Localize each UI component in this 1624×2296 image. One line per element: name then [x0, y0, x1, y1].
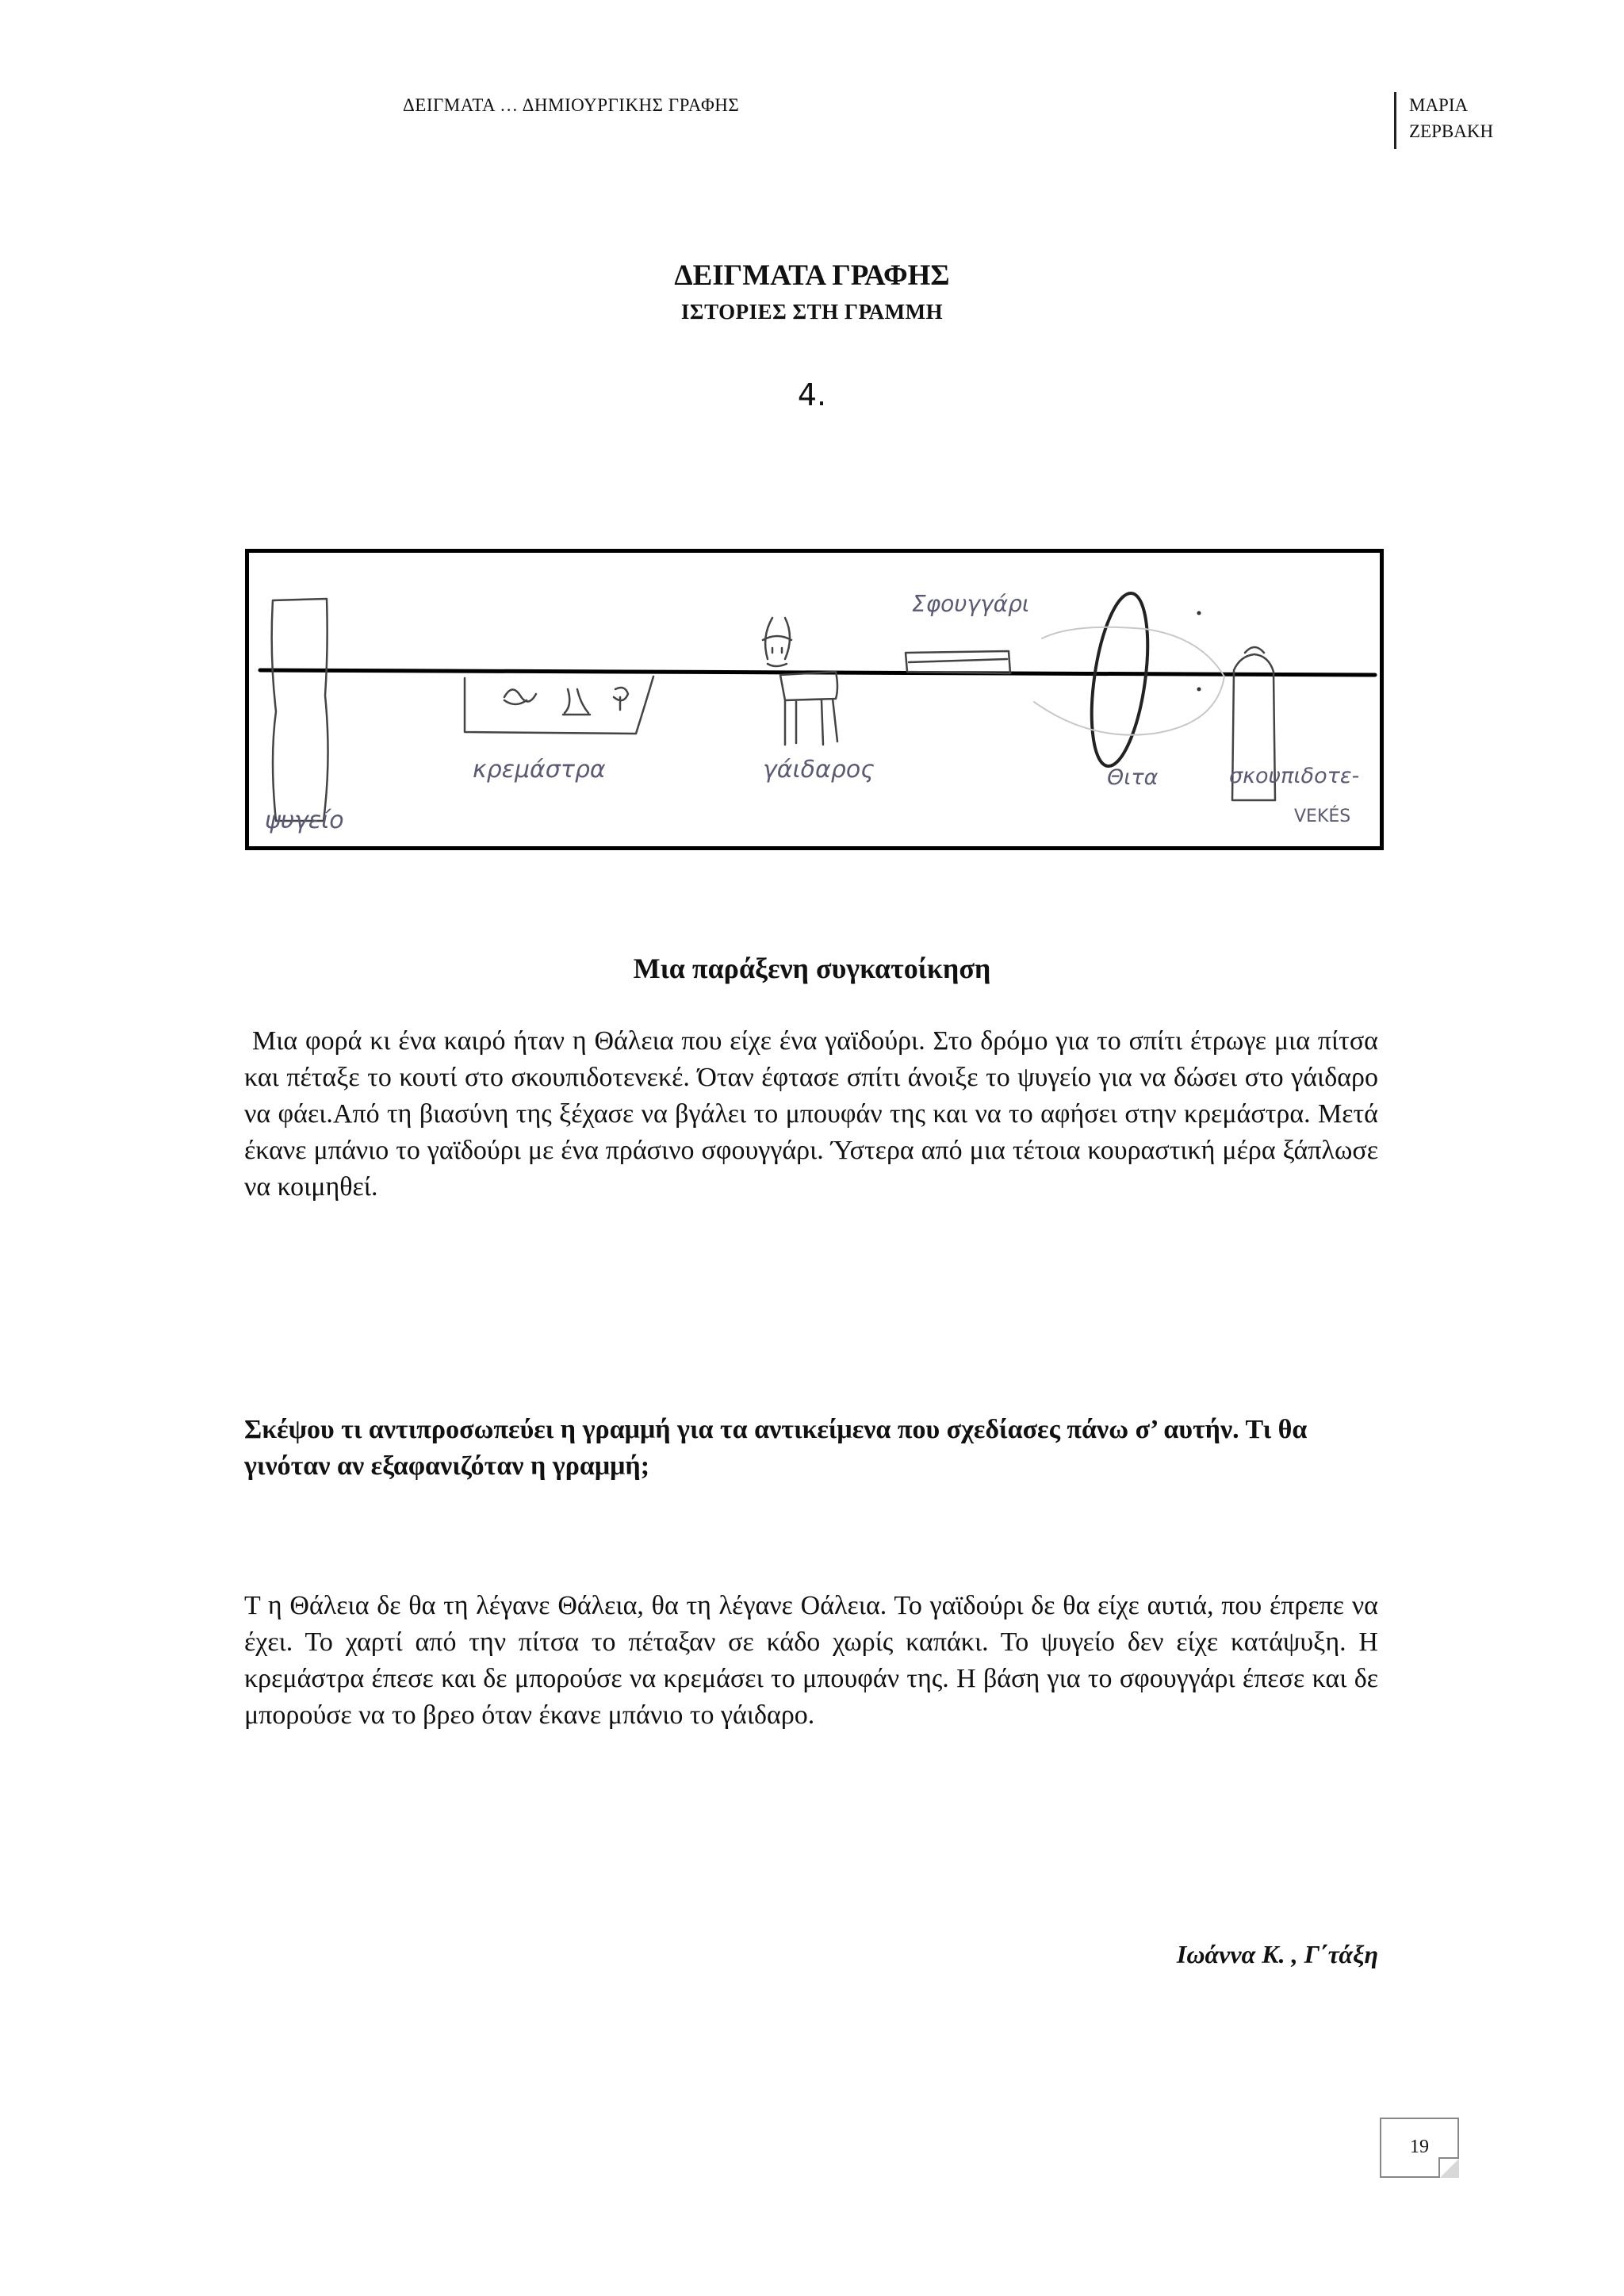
running-header-title: ΔΕΙΓΜΑΤΑ … ΔΗΜΙΟΥΡΓΙΚΗΣ ΓΡΑΦΗΣ — [403, 95, 740, 115]
dot-mark — [1197, 611, 1201, 615]
answer-text: Τ η Θάλεια δε θα τη λέγανε Θάλεια, θα τη λέγανε Οάλεια. Το γαϊδούρι δε θα είχε αυτιά, που έπρεπε να έχει. Το χαρτί από την πίτσα το πέταξαν σε κάδο χωρίς καπάκι. Το ψυγείο δεν είχε κατάψυξη. Η κρεμάστρα έπεσε και δε μπορούσε να κρεμάσει το μπουφάν της. Η βάση για το σφουγγάρι έπεσε και δε μπορούσε να το βρεο όταν έκανε μπάνιο το γάιδαρο. — [244, 1591, 1378, 1730]
hanger-hook-1 — [504, 689, 536, 704]
label-fridge: ψυγείο — [265, 807, 344, 834]
page-number: 19 — [1410, 2137, 1429, 2157]
donkey-body — [780, 672, 837, 745]
label-trash-can-2: VEKÉS — [1294, 807, 1351, 826]
sponge-sketch — [906, 651, 1010, 673]
page-subtitle: ΙΣΤΟΡΙΕΣ ΣΤΗ ΓΡΑΜΜΗ — [680, 300, 944, 324]
author-first-name: ΜΑΡΙΑ — [1409, 95, 1469, 115]
label-trash-can: σκουπιδοτε- — [1229, 764, 1360, 788]
author-last-name: ΖΕΡΒΑΚΗ — [1409, 121, 1494, 141]
sample-number: 4. — [797, 378, 827, 412]
hanger-hook-3 — [614, 688, 628, 710]
child-drawing — [245, 549, 1384, 850]
fridge-sketch — [272, 599, 328, 821]
story-title: Μια παράξενη συγκατοίκηση — [633, 953, 991, 984]
label-sponge: Σφουγγάρι — [912, 591, 1030, 617]
label-hanger: κρεμάστρα — [473, 756, 606, 784]
page-number-box — [1380, 2118, 1459, 2178]
hanger-hook-2 — [563, 689, 590, 715]
running-header-author — [1394, 92, 1493, 149]
label-donkey: γάιδαρος — [763, 756, 875, 784]
dot-mark — [1197, 688, 1201, 692]
page-title: ΔΕΙΓΜΑΤΑ ΓΡΑΦΗΣ — [674, 259, 950, 292]
faint-circle — [1034, 627, 1224, 735]
theta-sketch — [1082, 590, 1157, 770]
drawing-sketch — [249, 553, 1380, 846]
student-signature: Ιωάννα Κ. , Γ΄τάξη — [1176, 1940, 1378, 1968]
hanger-sketch — [465, 677, 653, 734]
page-fold-icon — [1438, 2157, 1459, 2178]
story-text: Μια φορά κι ένα καιρό ήταν η Θάλεια που είχε ένα γαϊδούρι. Στο δρόμο για το σπίτι έτρωγε μια πίτσα και πέταξε το κουτί στο σκουπιδοτενεκέ. Όταν έφτασε σπίτι άνοιξε το ψυγείο για να δώσει στο γάιδαρο να φάει.Από τη βιασύνη της ξέχασε να βγάλει το μπουφάν της και να το αφήσει στην κρεμάστρα. Μετά έκανε μπάνιο το γαϊδούρι με ένα πράσινο σφουγγάρι. Ύστερα από μια τέτοια κουραστική μέρα ξάπλωσε να κοιμηθεί. — [244, 1026, 1378, 1202]
question-text: Σκέψου τι αντιπροσωπεύει η γραμμή για τα αντικείμενα που σχεδίασες πάνω σ’ αυτήν. Τι θα γινόταν αν εξαφανιζόταν η γραμμή; — [244, 1415, 1308, 1481]
label-theta: Θιτα — [1107, 765, 1159, 790]
donkey-head — [763, 618, 791, 666]
